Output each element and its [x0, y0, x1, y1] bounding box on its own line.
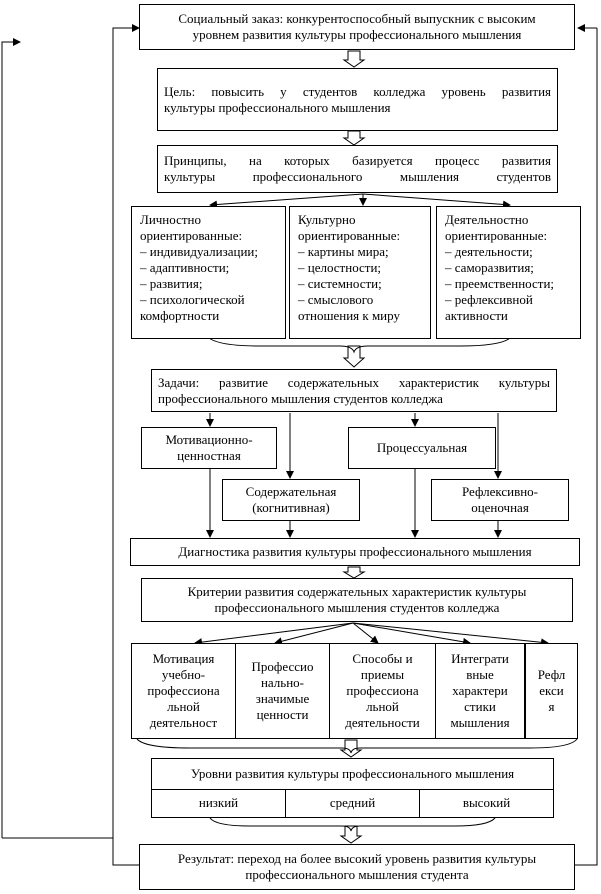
list-item: – смыслового	[298, 292, 374, 307]
cell-line: вные	[466, 667, 494, 682]
diagnostics-text: Диагностика развития культуры профессионального мышления	[178, 544, 532, 559]
list-item: – адаптивности;	[140, 260, 230, 275]
list-item: – деятельности;	[445, 244, 533, 259]
criteria-line1: Критерии развития содержательных характеристик культуры	[187, 584, 527, 599]
principles-box	[157, 145, 558, 193]
cell-line: стики	[464, 699, 496, 714]
result-line2: профессионального мышления студента	[245, 867, 469, 882]
criteria-cells-row	[131, 643, 525, 739]
list-item: – преемственности;	[445, 276, 555, 291]
level-medium: средний	[286, 789, 420, 817]
list-item: – рефлексивной	[445, 292, 533, 307]
component-label: (когнитивная)	[252, 500, 330, 515]
cell-line: профессиона	[147, 683, 220, 698]
cell-line: Интеграти	[451, 651, 509, 666]
social-order-box	[139, 4, 575, 50]
list-item: – индивидуализации;	[140, 244, 258, 259]
criteria-cell-methods	[330, 644, 436, 738]
cell-line: Профессио	[251, 659, 314, 674]
cell-line: приемы	[360, 667, 405, 682]
goal-line2: культуры профессионального мышления	[164, 99, 391, 115]
component-procedural	[348, 427, 496, 469]
cell-line: екси	[539, 683, 564, 698]
cell-line: льной	[366, 699, 399, 714]
result-box	[139, 844, 575, 890]
criteria-cell-reflexion	[525, 643, 578, 739]
cell-line: мышления	[450, 715, 510, 730]
cell-line: Способы и	[352, 651, 413, 666]
goal-box	[157, 68, 558, 131]
cell-line: Мотивация	[152, 651, 215, 666]
list-item: – психологической	[140, 292, 245, 307]
principle-group-activity	[436, 206, 581, 339]
component-label: Мотивационно-	[165, 432, 253, 447]
list-item: отношения к миру	[298, 308, 400, 323]
criteria-cell-motivation	[132, 644, 236, 738]
criteria-box	[141, 578, 573, 622]
list-item: – саморазвития;	[445, 260, 534, 275]
social-order-line2: уровнем развития культуры профессионального мышления	[192, 27, 522, 42]
levels-title: Уровни развития культуры профессионального мышления	[152, 759, 553, 790]
cell-line: учебно-	[161, 667, 206, 682]
component-label: Содержательная	[245, 484, 337, 499]
cell-line: значимые	[255, 691, 310, 706]
tasks-line2: профессионального мышления студентов колледжа	[158, 390, 443, 406]
list-item: – картины мира;	[298, 244, 389, 259]
principles-line2: культуры профессионального мышления студентов	[164, 169, 551, 184]
feedback-left-loop	[2, 28, 139, 865]
principle-group-personal	[131, 206, 286, 339]
social-order-line1: Социальный заказ: конкурентоспособный выпускник с высоким	[178, 11, 536, 26]
levels-box	[151, 758, 554, 818]
cell-line: Рефл	[537, 667, 566, 682]
group-subtitle: ориентированные:	[298, 228, 401, 243]
list-item: комфортности	[140, 308, 220, 323]
tasks-line1: Задачи: развитие содержательных характеристик культуры	[158, 374, 550, 390]
diagnostics-box	[130, 538, 580, 566]
principles-arrows	[210, 194, 510, 205]
criteria-line2: профессионального мышления студентов колледжа	[214, 600, 500, 615]
group-title: Культурно	[298, 212, 356, 227]
cell-line: ценности	[256, 707, 309, 722]
list-item: – системности;	[298, 276, 382, 291]
cell-line: нально-	[260, 675, 305, 690]
cell-line: деятельност	[149, 715, 218, 730]
component-label: Рефлексивно-	[462, 484, 538, 499]
cell-line: деятельности	[345, 715, 420, 730]
criteria-arrows	[195, 623, 548, 643]
list-item: – целостности;	[298, 260, 382, 275]
component-label: Процессуальная	[376, 440, 468, 455]
component-label: оценочная	[471, 500, 529, 515]
cell-line: характери	[452, 683, 508, 698]
list-item: активности	[445, 308, 508, 323]
list-item: – развития;	[140, 276, 203, 291]
cell-line: я	[548, 699, 555, 714]
component-label: ценностная	[177, 448, 241, 463]
component-reflexive	[431, 479, 569, 521]
group-title: Личностно	[140, 212, 202, 227]
principle-group-cultural	[289, 206, 431, 339]
cell-line: льной	[167, 699, 200, 714]
component-motivational	[141, 427, 277, 469]
criteria-cell-integrative	[436, 644, 524, 738]
feedback-right-loop	[575, 28, 597, 865]
tasks-box	[151, 369, 557, 412]
component-content	[222, 479, 360, 521]
level-high: высокий	[462, 795, 511, 810]
level-low: низкий	[152, 789, 286, 817]
goal-line1: Цель: повысить у студентов колледжа уровень развития	[164, 83, 551, 99]
cell-line: профессиона	[346, 683, 419, 698]
group-subtitle: ориентированные:	[445, 228, 548, 243]
result-line1: Результат: переход на более высокий уровень развития культуры	[177, 851, 537, 866]
group-title: Деятельностно	[445, 212, 529, 227]
group-subtitle: ориентированные:	[140, 228, 243, 243]
criteria-cell-values	[236, 644, 330, 738]
principles-line1: Принципы, на которых базируется процесс развития	[164, 153, 551, 168]
